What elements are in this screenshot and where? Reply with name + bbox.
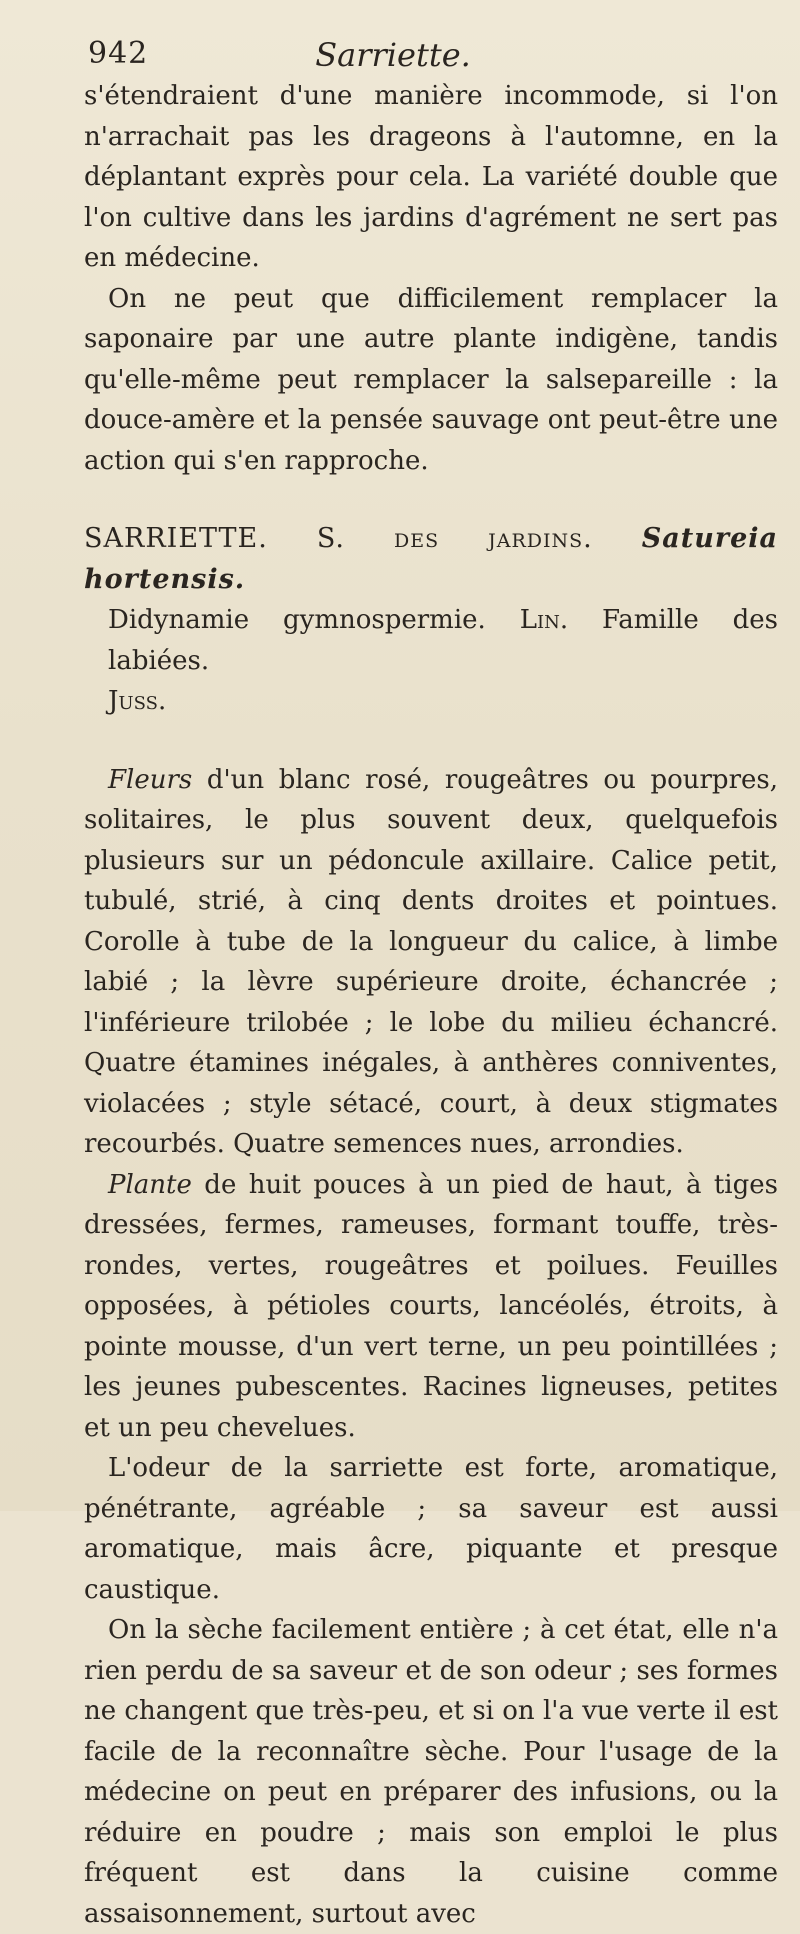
running-title: Sarriette.	[315, 36, 471, 74]
page-body	[84, 76, 778, 1934]
fleurs-label: Fleurs	[108, 764, 193, 795]
paragraph-saponaire: On ne peut que difficilement remplacer la saponaire par une autre plante indigène, tandis qu'elle-même peut remplacer la salsepareille : la douce-amère et la pensée sauvage ont peut-être une action qui s'en rapproche.	[84, 283, 778, 476]
entry-name: SARRIETTE.	[84, 523, 268, 554]
entry-habitat: des jardins.	[394, 523, 593, 554]
paragraph-plante	[84, 1165, 778, 1449]
entry-latin-name: Satureia hortensis.	[84, 523, 778, 595]
spacer	[84, 481, 778, 519]
paragraph-fleurs	[84, 760, 778, 1165]
linnaeus-abbrev: Lin.	[519, 605, 569, 635]
entry-classification	[84, 600, 778, 722]
fleurs-text: d'un blanc rosé, rougeâtres ou pourpres, solitaires, le plus souvent deux, quelquefois plusieurs sur un pédoncule axillaire. Calice petit, tubulé, strié, à cinq dents droites et pointues. Corolle à tube de la longueur du calice, à limbe labié ; la lèvre supérieure droite, échancrée ; l'inférieure trilobée ; le lobe du milieu échancré. Quatre étamines inégales, à anthères conniventes, violacées ; style sétacé, court, à deux stigmates recourbés. Quatre semences nues, arrondies.	[84, 764, 778, 1159]
plante-label: Plante	[108, 1169, 192, 1200]
entry-type: S.	[316, 523, 345, 554]
page-number: 942	[88, 36, 149, 71]
paragraph-continuation: s'étendraient d'une manière incommode, si l'on n'arrachait pas les drageons à l'automne, en la déplantant exprès pour cela. La variété double que l'on cultive dans les jardins d'agrément ne sert pas en médecine.	[84, 81, 778, 273]
family-text: Famille des labiées.	[108, 605, 778, 676]
entry-heading	[84, 519, 778, 600]
page-header	[88, 36, 778, 76]
jussieu-abbrev: Juss.	[108, 686, 167, 716]
plante-text: de huit pouces à un pied de haut, à tiges dressées, fermes, rameuses, formant touffe, très-rondes, vertes, rougeâtres et poilues. Feuilles opposées, à pétioles courts, lancéolés, étroits, à pointe mousse, d'un vert terne, un peu pointillées ; les jeunes pubescentes. Racines ligneuses, petites et un peu chevelues.	[84, 1169, 778, 1443]
classification-text: Didynamie gymnospermie.	[108, 605, 486, 635]
spacer	[84, 722, 778, 760]
paragraph-odeur: L'odeur de la sarriette est forte, aromatique, pénétrante, agréable ; sa saveur est aussi aromatique, mais âcre, piquante et presque caustique.	[84, 1453, 778, 1605]
paragraph-sechage: On la sèche facilement entière ; à cet état, elle n'a rien perdu de sa saveur et de son odeur ; ses formes ne changent que très-peu, et si on l'a vue verte il est facile de la reconnaître sèche. Pour l'usage de la médecine on peut en préparer des infusions, ou la réduire en poudre ; mais son emploi le plus fréquent est dans la cuisine comme assaisonnement, surtout avec	[84, 1615, 778, 1929]
